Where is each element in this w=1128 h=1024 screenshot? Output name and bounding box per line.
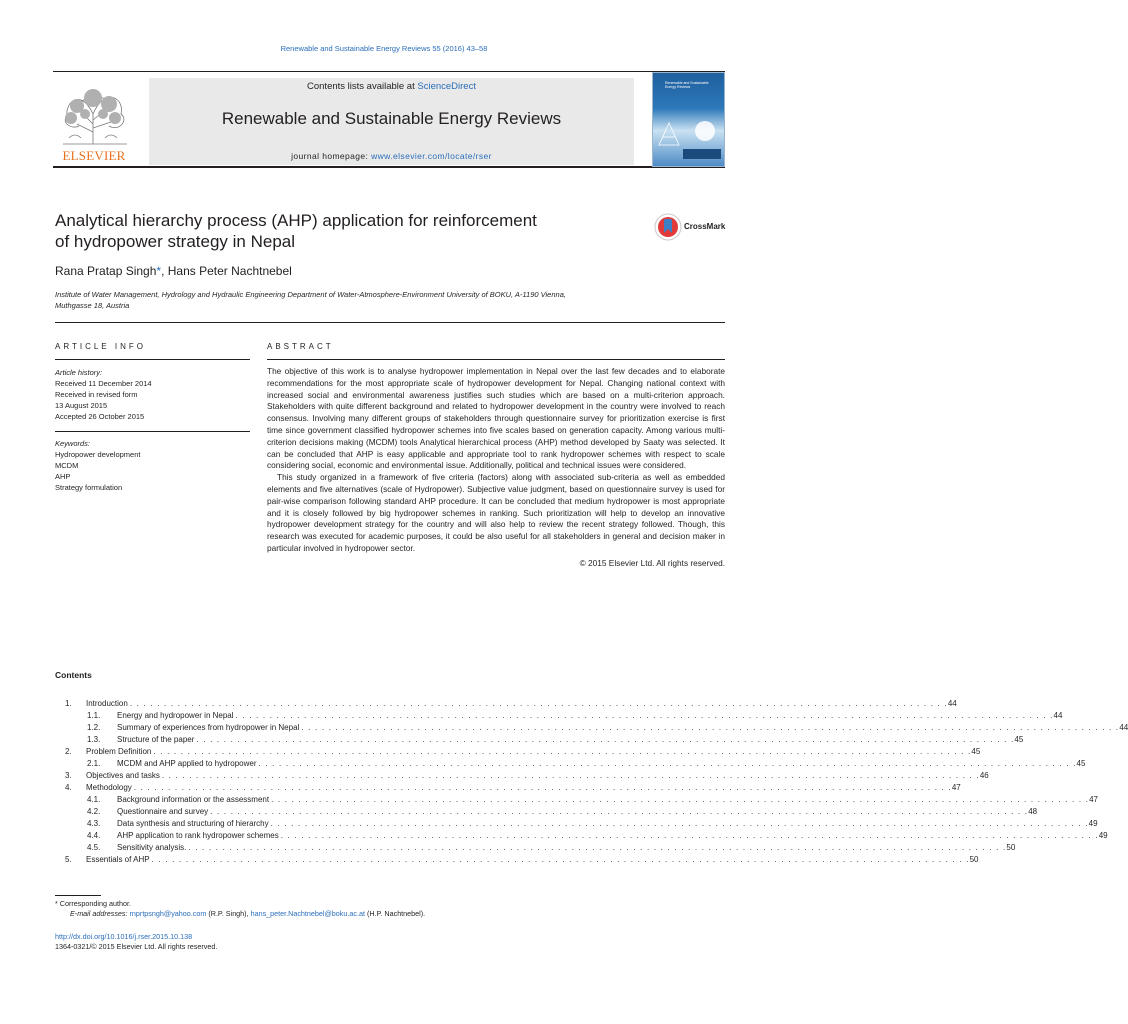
email-label: E-mail addresses: [70,909,130,918]
keyword: MCDM [55,461,79,470]
toc-number: 4.4. [87,831,101,840]
author-name[interactable]: Rana Pratap Singh [55,264,157,278]
toc-entry[interactable] [55,842,1016,854]
journal-name: Renewable and Sustainable Energy Reviews [221,109,562,128]
toc-page-number[interactable]: 45 [1076,759,1086,768]
toc-entry[interactable] [55,710,1063,722]
journal-masthead [53,71,725,168]
contents-heading: Contents [55,670,92,680]
article-info-heading: ARTICLE INFO [55,342,146,351]
elsevier-logo[interactable] [53,78,135,166]
toc-entry[interactable] [55,806,1038,818]
copyright-notice: © 2015 Elsevier Ltd. All rights reserved. [579,557,725,568]
affiliation-line: Institute of Water Management, Hydrology and Hydraulic Engineering Department of Water-Atmosphere-Environment University of BOKU, A-1190 Vienna, [55,290,566,299]
author-separator: , [161,264,168,278]
crossmark-label: CrossMark [684,222,726,231]
toc-number: 3. [65,771,72,780]
toc-page-number[interactable]: 44 [947,699,957,708]
divider [55,431,250,432]
toc-entry[interactable] [55,746,981,758]
footnote-text: Corresponding author. [57,899,131,908]
elsevier-wordmark: ELSEVIER [62,148,126,163]
toc-label[interactable]: AHP application to rank hydropower schemes [117,831,279,840]
toc-number: 4.3. [87,819,101,828]
toc-number: 4.1. [87,795,101,804]
toc-number: 5. [65,855,72,864]
history-item: Received 11 December 2014 [55,379,152,388]
cover-image-icon [653,73,726,168]
toc-label[interactable]: Summary of experiences from hydropower in Nepal [117,723,300,732]
journal-homepage [149,151,634,161]
toc-label[interactable]: Background information or the assessment [117,795,270,804]
toc-number: 4. [65,783,72,792]
toc-number: 1.3. [87,735,101,744]
toc-label[interactable]: Objectives and tasks [86,771,160,780]
author-name[interactable]: Hans Peter Nachtnebel [167,264,292,278]
toc-number: 1.2. [87,723,101,732]
toc-number: 4.2. [87,807,101,816]
toc-page-number[interactable]: 45 [1014,735,1024,744]
author-list [55,264,292,278]
cover-title: Renewable and Sustainable Energy Reviews [665,81,709,90]
toc-page-number[interactable]: 50 [969,855,979,864]
toc-page-number[interactable]: 48 [1028,807,1038,816]
history-label: Article history: [55,368,103,377]
keyword: Strategy formulation [55,483,123,492]
issn-copyright: 1364-0321/© 2015 Elsevier Ltd. All rights reserved. [55,942,218,951]
footnote-mark: * [55,899,58,908]
email-link[interactable]: rnprtpsngh@yahoo.com [129,909,207,918]
toc-entry[interactable] [55,830,1108,842]
email-addresses [70,909,425,918]
article-info [55,367,255,493]
affiliation-line: Muthgasse 18, Austria [55,301,130,310]
abstract-paragraph: This study organized in a framework of five criteria (factors) along with associated sub-criteria as well as embedded elements and five alternatives (scale of Hydropower). Subjective value judgment, based on questionnaire survey is used for pair-wise comparison following standard AHP procedure. It can be concluded that medium hydropower is most appropriate and it is closely followed by big hydropower schemes in ranking. Such prioritization will help to develop an innovative hydropower development strategy for the country and will also help to review the recent strategy followed. Though, this research was executed for academic purposes, it could be also useful for all stakeholders in general and decision maker in particular involved in hydropower sector. [267,472,725,553]
toc-leader-dots: . . . . . . . . . . . . . . . . . . . . . . . . . . . . . . . . . . . . . . . . . . . . . . . . . . . . . . . . . . . . . . . . . . . . . . . . . . . . . . . . . . . . . . . . . . . . . . . . . . . . . . . . . . . . . . . . . . . . . . . . [196,735,1015,744]
toc-leader-dots: . . . . . . . . . . . . . . . . . . . . . . . . . . . . . . . . . . . . . . . . . . . . . . . . . . . . . . . . . . . . . . . . . . . . . . . . . . . . . . . . . . . . . . . . . . . . . . . . . . . . . . . . . . . . . . . . . . . . . . . . [153,747,972,756]
toc-page-number[interactable]: 50 [1006,843,1016,852]
divider [55,322,725,323]
toc-leader-dots: . . . . . . . . . . . . . . . . . . . . . . . . . . . . . . . . . . . . . . . . . . . . . . . . . . . . . . . . . . . . . . . . . . . . . . . . . . . . . . . . . . . . . . . . . . . . . . . . . . . . . . . . . . . . . . . . . . . . . . . . [258,759,1077,768]
elsevier-tree-icon [53,78,135,148]
toc-leader-dots: . . . . . . . . . . . . . . . . . . . . . . . . . . . . . . . . . . . . . . . . . . . . . . . . . . . . . . . . . . . . . . . . . . . . . . . . . . . . . . . . . . . . . . . . . . . . . . . . . . . . . . . . . . . . . . . . . . . . . . . . [301,723,1120,732]
footnote-divider [55,895,101,896]
toc-number: 1.1. [87,711,101,720]
toc-label[interactable]: Sensitivity analysis. [117,843,187,852]
toc-entry[interactable] [55,758,1086,770]
toc-label[interactable]: Data synthesis and structuring of hierarchy [117,819,269,828]
homepage-prefix: journal homepage: [291,151,372,161]
toc-leader-dots: . . . . . . . . . . . . . . . . . . . . . . . . . . . . . . . . . . . . . . . . . . . . . . . . . . . . . . . . . . . . . . . . . . . . . . . . . . . . . . . . . . . . . . . . . . . . . . . . . . . . . . . . . . . . . . . . . . . . . . . . [188,843,1007,852]
toc-entry[interactable] [55,782,961,794]
email-owner: (R.P. Singh), [206,909,251,918]
toc-label[interactable]: MCDM and AHP applied to hydropower [117,759,257,768]
toc-leader-dots: . . . . . . . . . . . . . . . . . . . . . . . . . . . . . . . . . . . . . . . . . . . . . . . . . . . . . . . . . . . . . . . . . . . . . . . . . . . . . . . . . . . . . . . . . . . . . . . . . . . . . . . . . . . . . . . . . . . . . . . . [133,783,952,792]
table-of-contents [55,698,1128,866]
toc-number: 4.5. [87,843,101,852]
toc-page-number[interactable]: 47 [1089,795,1098,804]
journal-cover-thumbnail[interactable] [652,72,725,167]
history-item: 13 August 2015 [55,401,108,410]
homepage-link[interactable]: www.elsevier.com/locate/rser [371,151,492,161]
toc-label[interactable]: Energy and hydropower in Nepal [117,711,234,720]
email-link[interactable]: hans_peter.Nachtnebel@boku.ac.at [250,909,365,918]
corresponding-author-note [55,899,131,908]
toc-leader-dots: . . . . . . . . . . . . . . . . . . . . . . . . . . . . . . . . . . . . . . . . . . . . . . . . . . . . . . . . . . . . . . . . . . . . . . . . . . . . . . . . . . . . . . . . . . . . . . . . . . . . . . . . . . . . . . . . . . . . . . . . [280,831,1099,840]
toc-page-number[interactable]: 44 [1119,723,1128,732]
abstract-paragraph: The objective of this work is to analyse hydropower implementation in Nepal over the last few decades and to elaborate recommendations for the most appropriate scale of hydropower development for Nepal. Changing national context with increased social and environmental awareness justifies such studies which are based on a multi-criterion approach. Stakeholders with quite different background and related to hydropower development in the country were involved to reach consensus. Involving many different groups of stakeholders through questionnaire survey for prioritization exercise is first time since government classified hydropower schemes into five scales based on generation capacity. Among various multi-criterion decisions making (MCDM) tools Analytical hierarchical process (AHP) method developed by Saaty was selected. It can be concluded that AHP is easy applicable and appropriate tool to rank hydropower schemes with respect to scale considering social, economic and environmental issue. Additionally, political and technical issues were considered. [267,366,725,471]
toc-label[interactable]: Essentials of AHP [86,855,150,864]
toc-label[interactable]: Introduction [86,699,128,708]
toc-page-number[interactable]: 44 [1053,711,1063,720]
history-item: Accepted 26 October 2015 [55,412,145,421]
divider [55,359,250,360]
toc-number: 2.1. [87,759,101,768]
toc-label[interactable]: Questionnaire and survey [117,807,209,816]
toc-entry[interactable] [55,722,1128,734]
toc-entry[interactable] [55,794,1098,806]
toc-page-number[interactable]: 45 [971,747,981,756]
toc-page-number[interactable]: 47 [951,783,961,792]
abstract-heading: ABSTRACT [267,342,334,351]
toc-label[interactable]: Problem Definition [86,747,152,756]
toc-entry[interactable] [55,818,1098,830]
toc-leader-dots: . . . . . . . . . . . . . . . . . . . . . . . . . . . . . . . . . . . . . . . . . . . . . . . . . . . . . . . . . . . . . . . . . . . . . . . . . . . . . . . . . . . . . . . . . . . . . . . . . . . . . . . . . . . . . . . . . . . . . . . . [235,711,1054,720]
toc-entry[interactable] [55,770,989,782]
keyword: AHP [55,472,71,481]
article-title [55,210,635,252]
contents-availability [149,81,634,92]
toc-entry[interactable] [55,698,957,710]
toc-entry[interactable] [55,734,1024,746]
toc-page-number[interactable]: 49 [1098,831,1108,840]
toc-entry[interactable] [55,854,979,866]
toc-leader-dots: . . . . . . . . . . . . . . . . . . . . . . . . . . . . . . . . . . . . . . . . . . . . . . . . . . . . . . . . . . . . . . . . . . . . . . . . . . . . . . . . . . . . . . . . . . . . . . . . . . . . . . . . . . . . . . . . . . . . . . . . [271,795,1090,804]
sciencedirect-link[interactable]: ScienceDirect [417,81,476,92]
doi-link[interactable]: http://dx.doi.org/10.1016/j.rser.2015.10.138 [55,932,193,941]
toc-label[interactable]: Structure of the paper [117,735,195,744]
keyword: Hydropower development [55,450,141,459]
toc-label[interactable]: Methodology [86,783,132,792]
title-line-1: Analytical hierarchy process (AHP) application for reinforcement [55,211,537,230]
divider [267,359,725,360]
toc-leader-dots: . . . . . . . . . . . . . . . . . . . . . . . . . . . . . . . . . . . . . . . . . . . . . . . . . . . . . . . . . . . . . . . . . . . . . . . . . . . . . . . . . . . . . . . . . . . . . . . . . . . . . . . . . . . . . . . . . . . . . . . . [270,819,1089,828]
journal-citation[interactable]: Renewable and Sustainable Energy Reviews 55 (2016) 43–58 [280,44,488,53]
corresponding-author-mark[interactable]: * [156,264,162,278]
history-item: Received in revised form [55,390,138,399]
toc-number: 2. [65,747,72,756]
keywords-label: Keywords: [55,439,91,448]
contents-prefix: Contents lists available at [307,81,418,92]
toc-page-number[interactable]: 49 [1088,819,1098,828]
email-owner: (H.P. Nachtnebel). [364,909,426,918]
abstract-body [267,366,725,570]
crossmark-icon [654,213,682,241]
crossmark-badge[interactable] [654,213,730,241]
toc-leader-dots: . . . . . . . . . . . . . . . . . . . . . . . . . . . . . . . . . . . . . . . . . . . . . . . . . . . . . . . . . . . . . . . . . . . . . . . . . . . . . . . . . . . . . . . . . . . . . . . . . . . . . . . . . . . . . . . . . . . . . . . . [151,855,970,864]
toc-leader-dots: . . . . . . . . . . . . . . . . . . . . . . . . . . . . . . . . . . . . . . . . . . . . . . . . . . . . . . . . . . . . . . . . . . . . . . . . . . . . . . . . . . . . . . . . . . . . . . . . . . . . . . . . . . . . . . . . . . . . . . . . [161,771,980,780]
toc-number: 1. [65,699,72,708]
author-affiliation [55,289,665,311]
journal-banner [149,78,634,165]
toc-leader-dots: . . . . . . . . . . . . . . . . . . . . . . . . . . . . . . . . . . . . . . . . . . . . . . . . . . . . . . . . . . . . . . . . . . . . . . . . . . . . . . . . . . . . . . . . . . . . . . . . . . . . . . . . . . . . . . . . . . . . . . . . [210,807,1029,816]
toc-page-number[interactable]: 46 [979,771,989,780]
title-line-2: of hydropower strategy in Nepal [55,232,296,251]
toc-leader-dots: . . . . . . . . . . . . . . . . . . . . . . . . . . . . . . . . . . . . . . . . . . . . . . . . . . . . . . . . . . . . . . . . . . . . . . . . . . . . . . . . . . . . . . . . . . . . . . . . . . . . . . . . . . . . . . . . . . . . . . . . [129,699,948,708]
